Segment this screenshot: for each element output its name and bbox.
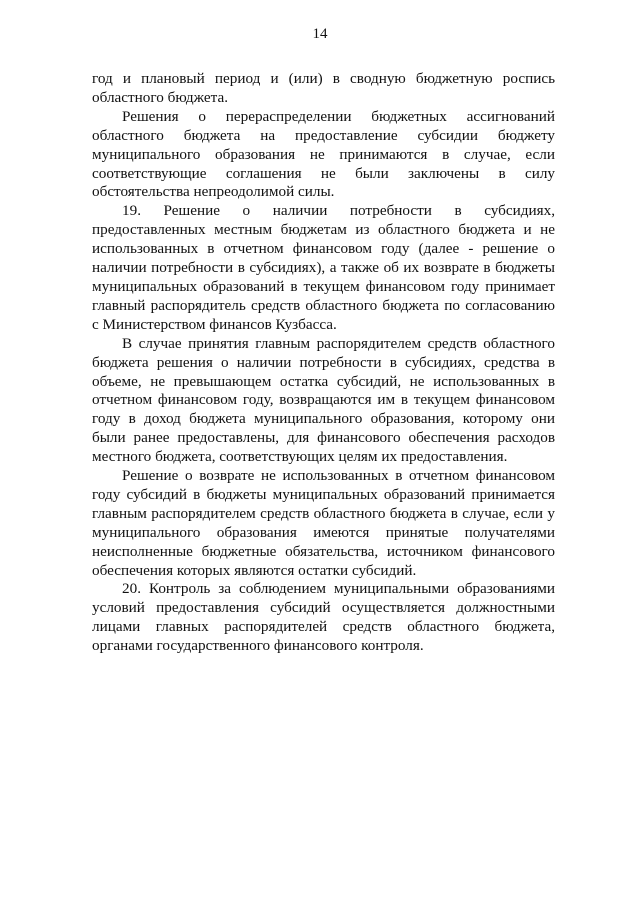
document-body bbox=[92, 70, 555, 656]
paragraph-continuation: год и плановый период и (или) в сводную бюджетную роспись областного бюджета. bbox=[92, 70, 555, 106]
paragraph-item-19: 19. Решение о наличии потребности в субсидиях, предоставленных местным бюджетам из областного бюджета и не использованных в отчетном финансовом году (далее - решение о наличии потребности в субсидиях), а также об их возврате в бюджеты муниципальных образований в текущем финансовом году принимает главный распорядитель средств областного бюджета по согласованию с Министерством финансов Кузбасса. bbox=[92, 202, 555, 333]
paragraph-return-decision: Решение о возврате не использованных в отчетном финансовом году субсидий в бюджеты муниципальных образований принимается главным распорядителем средств областного бюджета в случае, если у муниципального образования имеются принятые получателями неисполненные бюджетные обязательства, источником финансового обеспечения которых являются остатки субсидий. bbox=[92, 467, 555, 579]
paragraph-redistribution-decision: Решения о перераспределении бюджетных ассигнований областного бюджета на предоставление субсидии бюджету муниципального образования не принимаются в случае, если соответствующие соглашения не были заключены в силу обстоятельства непреодолимой силы. bbox=[92, 107, 555, 201]
paragraph-item-20: 20. Контроль за соблюдением муниципальными образованиями условий предоставления субсидий осуществляется должностными лицами главных распорядителей средств областного бюджета, органами государственного финансового контроля. bbox=[92, 580, 555, 655]
page-number: 14 bbox=[312, 26, 328, 42]
paragraph-return-of-funds: В случае принятия главным распорядителем средств областного бюджета решения о наличии потребности в субсидиях, средства в объеме, не превышающем остатка субсидий, не использованных в отчетном финансовом году, возвращаются им в текущем финансовом году в доход бюджета муниципального образования, которому они были ранее предоставлены, для финансового обеспечения расходов местного бюджета, соответствующих целям их предоставления. bbox=[92, 334, 555, 466]
